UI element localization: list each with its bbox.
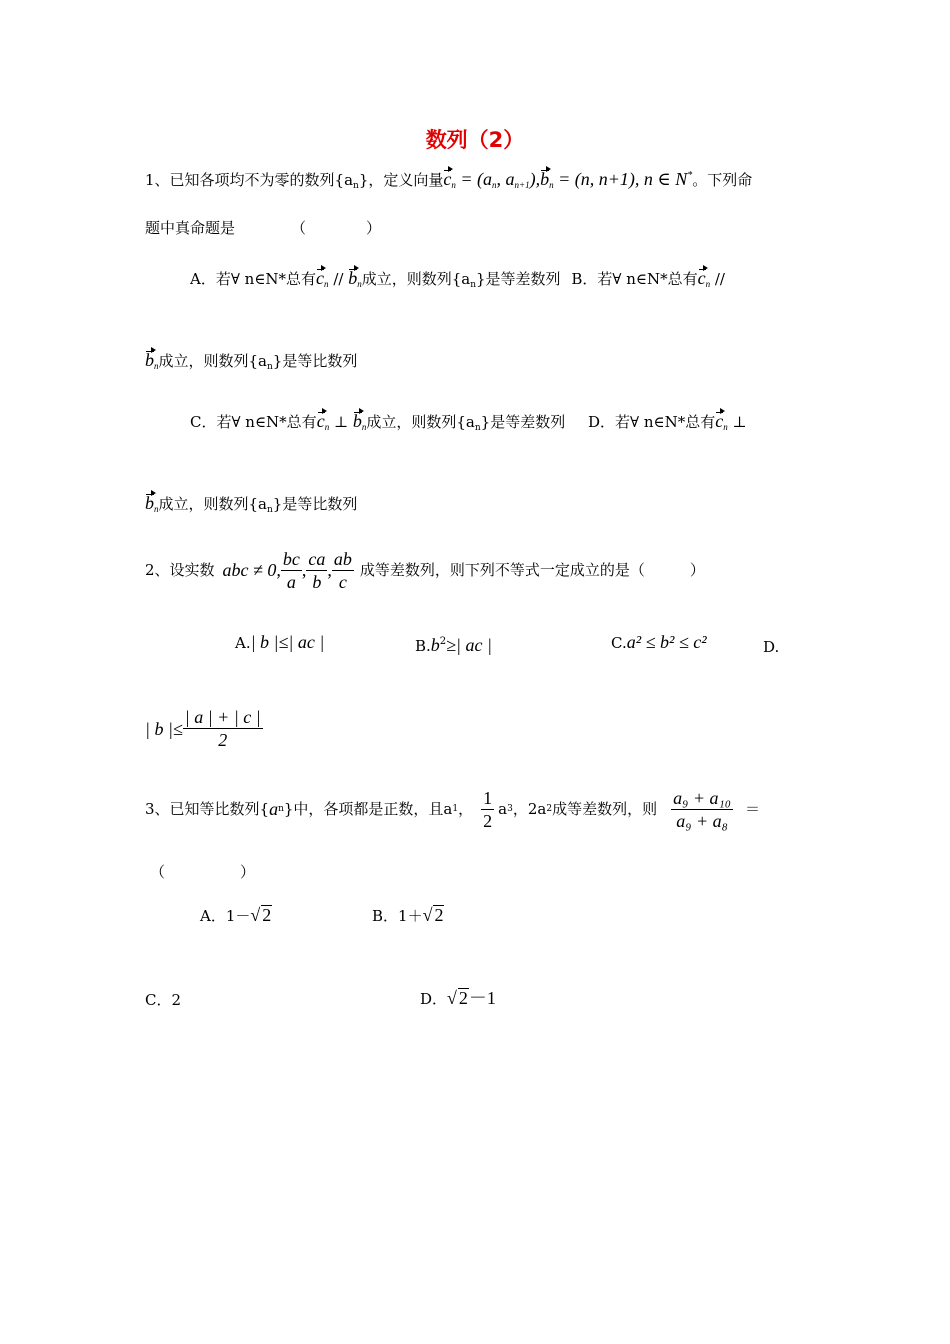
q3-half-fraction: $\frac{1}{2}$ <box>483 787 493 831</box>
q1-option-a: A．若∀ n∈N*总有$c_n // b_n$成立，则数列$\{a_n\}$是等差数列 B．若∀ n∈N*总有$c_n$ // <box>190 268 725 290</box>
q3-option-a: A．1－√ 2 <box>200 905 272 925</box>
q1-option-b: B．若∀ n∈N*总有$c_n$ // <box>571 268 725 289</box>
q1-option-c: C．若∀ n∈N*总有$c_n$ ⊥ $b_n$成立，则数列$\{a_n\}$是等差数列 D．若∀ n∈N*总有$c_n$ ⊥ <box>190 411 747 433</box>
q3-stem: 3、已知等比数列{ a n }中，各项都是正数，且a 1 ， $\frac{1}{2}$ a 3 ，2a 2 成等差数列，则 $\frac{\text{a₉ + a₁₀}}{\text{a₉ + a₈}}$ ＝ <box>145 787 761 831</box>
q1-option-d: D．若∀ n∈N*总有$c_n$ ⊥ <box>587 411 747 432</box>
q2-option-d-fraction: $\frac{| a | + | c |}{2}$ <box>184 707 261 750</box>
q1-vector-definition: $c_n = (a_n$, $a_{n+1}),b_n = (n$, n+1), n ∈ N* <box>443 169 693 190</box>
q2-option-d-label: D. <box>763 638 780 656</box>
q2-option-a: A.| b |≤| ac | <box>235 632 325 652</box>
q2-option-d: | b |≤ $\frac{| a | + | c |}{2}$ <box>145 707 261 750</box>
q1-line2: 题中真命题是 （ ） <box>145 219 382 237</box>
q3-answer-paren: （ ） <box>150 863 256 881</box>
q2-fraction-ab-c: $\frac{ab}{c}$ <box>333 548 352 592</box>
q1-option-b-cont: $b_n$成立，则数列$\{a_n\}$是等比数列 <box>145 350 358 372</box>
q1-line1: 1、已知各项均不为零的数列$\{a_n\}$，定义向量$c_n = (a_n$, $a_{n+1}),b_n = (n$, n+1), n ∈ N*。下列命 <box>145 169 753 191</box>
q2-stem: 2、设实数 abc ≠ 0, $\frac{bc}{a}$ , $\frac{ca}{b}$ , $\frac{ab}{c}$ 成等差数列，则下列不等式一定成立的是（ ） <box>145 548 705 592</box>
q2-fraction-bc-a: $\frac{bc}{a}$ <box>282 548 300 592</box>
q2-option-b: $B.b^2\ge|$ ac | <box>415 635 492 655</box>
q3-ratio-fraction: $\frac{\text{a₉ + a₁₀}}{\text{a₉ + a₈}}$ <box>673 787 731 831</box>
q2-fraction-ca-b: $\frac{ca}{b}$ <box>308 548 326 592</box>
q2-option-c: C.a² ≤ b² ≤ c² <box>611 632 707 652</box>
q3-option-d: D．√ 2－1 <box>420 988 496 1008</box>
q1-option-d-cont: $b_n$成立，则数列$\{a_n\}$是等比数列 <box>145 493 358 515</box>
page-title: 数列（2） <box>425 128 525 152</box>
q3-option-b: B．1＋√ 2 <box>372 905 444 925</box>
q3-option-c: C．2 <box>145 991 182 1009</box>
